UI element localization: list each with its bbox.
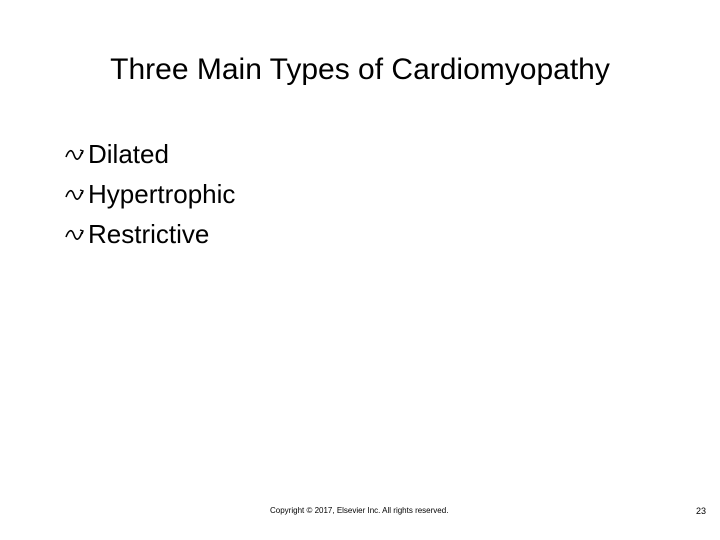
wave-bullet-icon xyxy=(64,225,86,243)
bullet-list xyxy=(64,134,235,254)
bullet-item-restrictive xyxy=(64,214,235,254)
bullet-label: Dilated xyxy=(88,138,169,169)
footer-copyright: Copyright © 2017, Elsevier Inc. All rights reserved. xyxy=(270,506,449,515)
wave-bullet-icon xyxy=(64,185,86,203)
bullet-label: Restrictive xyxy=(88,218,210,249)
slide-title: Three Main Types of Cardiomyopathy xyxy=(110,53,610,86)
slide-number: 23 xyxy=(695,506,706,516)
bullet-item-dilated xyxy=(64,134,235,174)
bullet-label: Hypertrophic xyxy=(88,178,236,209)
bullet-item-hypertrophic xyxy=(64,174,235,214)
wave-bullet-icon xyxy=(64,145,86,163)
